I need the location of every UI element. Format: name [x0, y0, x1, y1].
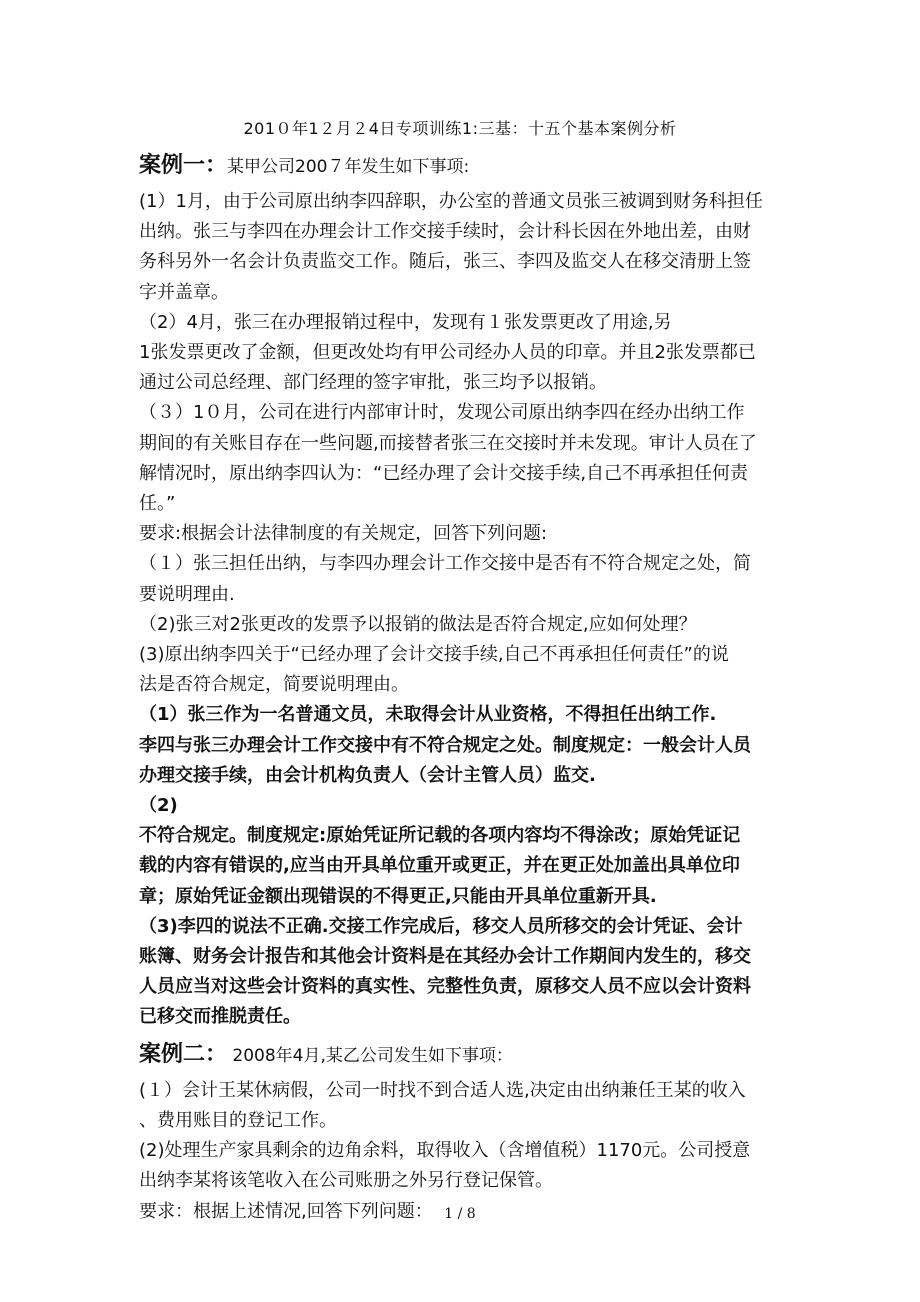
- answer-line: 办理交接手续，由会计机构负责人（会计主管人员）监交.: [139, 764, 596, 786]
- case1-label: 案例一：: [139, 153, 228, 178]
- case2-label: 案例二：: [139, 1041, 228, 1067]
- paragraph-line: 任。”: [139, 493, 176, 515]
- question-line: 法是否符合规定，简要说明理由。: [139, 674, 409, 696]
- case1-intro: 某甲公司200７年发生如下事项:: [227, 157, 470, 177]
- answer-line: 人员应当对这些会计资料的真实性、完整性负责，原移交人员不应以会计资料: [139, 976, 751, 998]
- paragraph-line: (2)处理生产家具剩余的边角余料，取得收入（含增值税）1170元。公司授意: [139, 1140, 751, 1162]
- answer-line: 账簿、财务会计报告和其他会计资料是在其经办会计工作期间内发生的，移交: [139, 946, 751, 968]
- requirement-line: 要求:根据会计法律制度的有关规定，回答下列问题:: [139, 523, 548, 545]
- requirement-line: 要求：根据上述情况,回答下列问题：: [139, 1200, 433, 1222]
- paragraph-line: (１）会计王某休病假，公司一时找不到合适人选,决定由出纳兼任王某的收入: [139, 1079, 746, 1101]
- paragraph-line: (1）1月，由于公司原出纳李四辞职，办公室的普通文员张三被调到财务科担任: [139, 191, 763, 212]
- answer-line: 章；原始凭证金额出现错误的不得更正,只能由开具单位重新开具.: [139, 885, 657, 907]
- paragraph-line: 出纳。张三与李四在办理会计工作交接手续时，会计科长因在外地出差，由财: [139, 221, 751, 243]
- paragraph-line: 出纳李某将该笔收入在公司账册之外另行登记保管。: [139, 1170, 553, 1192]
- paragraph-line: （３）1０月，公司在进行内部审计时，发现公司原出纳李四在经办出纳工作: [139, 402, 745, 424]
- paragraph-line: 解情况时，原出纳李四认为：“已经办理了会计交接手续,自己不再承担任何责: [139, 462, 749, 484]
- answer-line: 已移交而推脱责任。: [139, 1006, 301, 1028]
- answer-line: （2): [139, 795, 178, 817]
- paragraph-line: （2）4月，张三在办理报销过程中，发现有１张发票更改了用途,另: [139, 311, 672, 333]
- case2-heading: [139, 1039, 789, 1072]
- answer-line: 李四与张三办理会计工作交接中有不符合规定之处。制度规定：一般会计人员: [139, 734, 751, 756]
- case1-heading: [139, 150, 789, 183]
- document-title: 201０年1２月２4日专项训练1:三基：十五个基本案例分析: [243, 119, 677, 138]
- question-line: （2)张三对2张更改的发票予以报销的做法是否符合规定,应如何处理？: [139, 613, 697, 635]
- paragraph-line: 字并盖章。: [139, 281, 229, 303]
- document-body: [139, 150, 789, 1227]
- paragraph-line: 通过公司总经理、部门经理的签字审批，张三均予以报销。: [139, 372, 607, 394]
- answer-line: （3)李四的说法不正确.交接工作完成后，移交人员所移交的会计凭证、会计: [139, 915, 743, 937]
- question-line: (3)原出纳李四关于“已经办理了会计交接手续,自己不再承担任何责任”的说: [139, 644, 729, 666]
- answer-line: （1）张三作为一名普通文员，未取得会计从业资格，不得担任出纳工作.: [139, 704, 717, 726]
- answer-line: 不符合规定。制度规定:原始凭证所记载的各项内容均不得涂改；原始凭证记: [139, 825, 741, 847]
- paragraph-line: 1张发票更改了金额，但更改处均有甲公司经办人员的印章。并且2张发票都已: [139, 342, 756, 364]
- page-number: 1 / 8: [444, 1206, 476, 1222]
- case2-intro: 2008年4月,某乙公司发生如下事项：: [227, 1045, 513, 1066]
- answer-line: 载的内容有错误的,应当由开具单位重开或更正，并在更正处加盖出具单位印: [139, 855, 740, 877]
- paragraph-line: 期间的有关账目存在一些问题,而接替者张三在交接时并未发现。审计人员在了: [139, 432, 757, 454]
- question-line: 要说明理由.: [139, 583, 235, 605]
- paragraph-line: 、费用账目的登记工作。: [139, 1109, 337, 1131]
- paragraph-line: 务科另外一名会计负责监交工作。随后，张三、李四及监交人在移交清册上签: [139, 251, 751, 273]
- question-line: （１）张三担任出纳，与李四办理会计工作交接中是否有不符合规定之处，简: [139, 553, 751, 575]
